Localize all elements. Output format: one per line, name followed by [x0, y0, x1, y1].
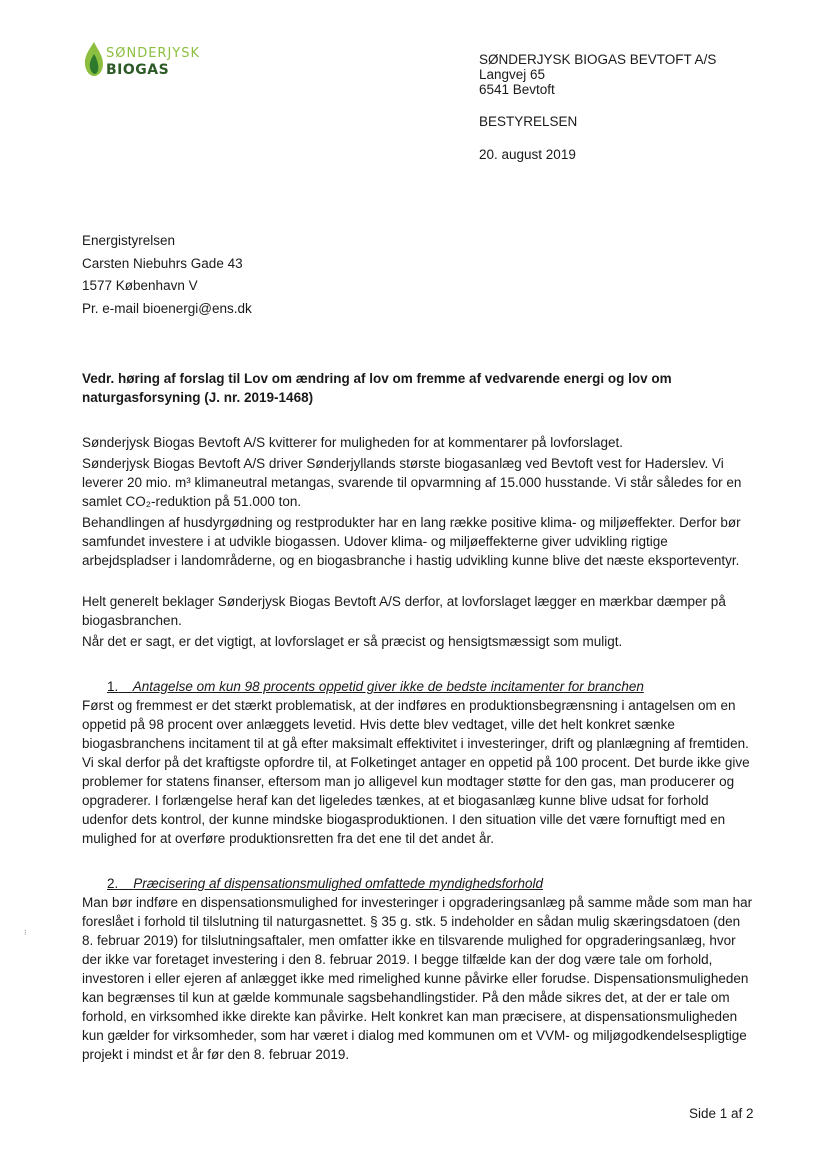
section-1-body: Først og fremmest er det stærkt problematisk, at der indføres en produktionsbegrænsning i antagelsen om en oppetid på 98 procent over anlæggets levetid. Hvis dette blev vedtaget, ville det helt konkret sænke biogasbranchens incitament til at gå efter maksimalt effektivitet i investeringer, drift og planlægning af fremtiden. Vi skal derfor på det kraftigste opfordre til, at Folketinget antager en oppetid på 100 procent. Det burde ikke give problemer for statens finanser, eftersom man jo alligevel kun modtager støtte for den gas, man producerer og opgraderer. I forlængelse heraf kan det ligeledes tænkes, at et biogasanlæg kunne blive udsat for forhold udenfor dets kontrol, der kunne mindske biogasproduktionen. I den situation ville det være fornuftigt med en mulighed for at overføre produktionsretten fra det ene til det andet år.: [82, 698, 750, 846]
recipient-line-1: Energistyrelsen: [82, 233, 176, 248]
logo-top-text: SØNDERJYSK: [106, 46, 201, 61]
intro-paragraph-1: Sønderjysk Biogas Bevtoft A/S kvitterer for muligheden for at kommentarer på lovforslaget.: [82, 435, 623, 450]
flame-icon: [84, 42, 104, 76]
logo-bottom-text: BIOGAS: [106, 62, 170, 78]
section-1-heading: [107, 677, 644, 696]
sender-name: SØNDERJYSK BIOGAS BEVTOFT A/S: [479, 52, 717, 67]
recipient-line-3: 1577 København V: [82, 278, 198, 293]
company-logo: [84, 40, 224, 84]
section-2-heading: [107, 874, 543, 893]
letter-subject: Vedr. høring af forslag til Lov om ændring af lov om fremme af vedvarende energi og lov om naturgasforsyning (J. nr. 2019-1468): [82, 371, 672, 405]
page-number: Side 1 af 2: [689, 1106, 754, 1121]
letter-date: 20. august 2019: [479, 147, 576, 162]
recipient-email-line: Pr. e-mail bioenergi@ens.dk: [82, 301, 252, 316]
section-1-number: 1.: [107, 679, 119, 694]
sender-city: 6541 Bevtoft: [479, 82, 555, 97]
margin-mark: ⁝: [24, 928, 27, 937]
section-1-title: Antagelse om kun 98 procents oppetid giver ikke de bedste incitamenter for branchen: [132, 679, 644, 694]
intro-paragraph-4: Helt generelt beklager Sønderjysk Biogas Bevtoft A/S derfor, at lovforslaget lægger en mærkbar dæmper på biogasbranchen.: [82, 594, 726, 628]
intro-paragraph-2: Sønderjysk Biogas Bevtoft A/S driver Sønderjyllands største biogasanlæg ved Bevtoft vest for Haderslev. Vi leverer 20 mio. m³ klimaneutral metangas, svarende til opvarmning af 15.000 husstande. Vi står således for en samlet CO₂-reduktion på 51.000 ton.: [82, 456, 742, 509]
section-2-number: 2.: [107, 876, 119, 891]
section-2-title: Præcisering af dispensationsmulighed omfattede myndighedsforhold: [133, 876, 544, 891]
recipient-line-2: Carsten Niebuhrs Gade 43: [82, 256, 243, 271]
intro-paragraph-5: Når det er sagt, er det vigtigt, at lovforslaget er så præcist og hensigtsmæssigt som muligt.: [82, 634, 623, 649]
sender-department: BESTYRELSEN: [479, 114, 578, 129]
sender-street: Langvej 65: [479, 67, 546, 82]
section-2-body: Man bør indføre en dispensationsmulighed for investeringer i opgraderingsanlæg på samme måde som man har foreslået i forhold til tilslutning til naturgasnettet. § 35 g. stk. 5 indeholder en sådan mulig skæringsdatoen (den 8. februar 2019) for tilslutningsaftaler, men omfatter ikke en tilsvarende mulighed for opgraderingsanlæg, hvor der ikke var foretaget investering i den 8. februar 2019. I begge tilfælde kan der dog være tale om forhold, investoren i eller ejeren af anlægget ikke med rimelighed kunne påvirke eller forudse. Dispensationsmuligheden kan begrænses til kun at gælde kommunale sagsbehandlingstider. På den måde sikres det, at der er tale om forhold, en virksomhed ikke direkte kan påvirke. Helt konkret kan man præcisere, at dispensationsmuligheden kun gælder for virksomheder, som har været i dialog med kommunen om et VVM- og miljøgodkendelsespligtige projekt i mindst et år før den 8. februar 2019.: [82, 895, 753, 1062]
intro-paragraph-3: Behandlingen af husdyrgødning og restprodukter har en lang række positive klima- og miljøeffekter. Derfor bør samfundet investere i at udvikle biogassen. Udover klima- og miljøeffekterne giver udvikling rigtige arbejdspladser i landområderne, og en biogasbranche i hastig udvikling kunne blive det næste eksporteventyr.: [82, 515, 741, 568]
